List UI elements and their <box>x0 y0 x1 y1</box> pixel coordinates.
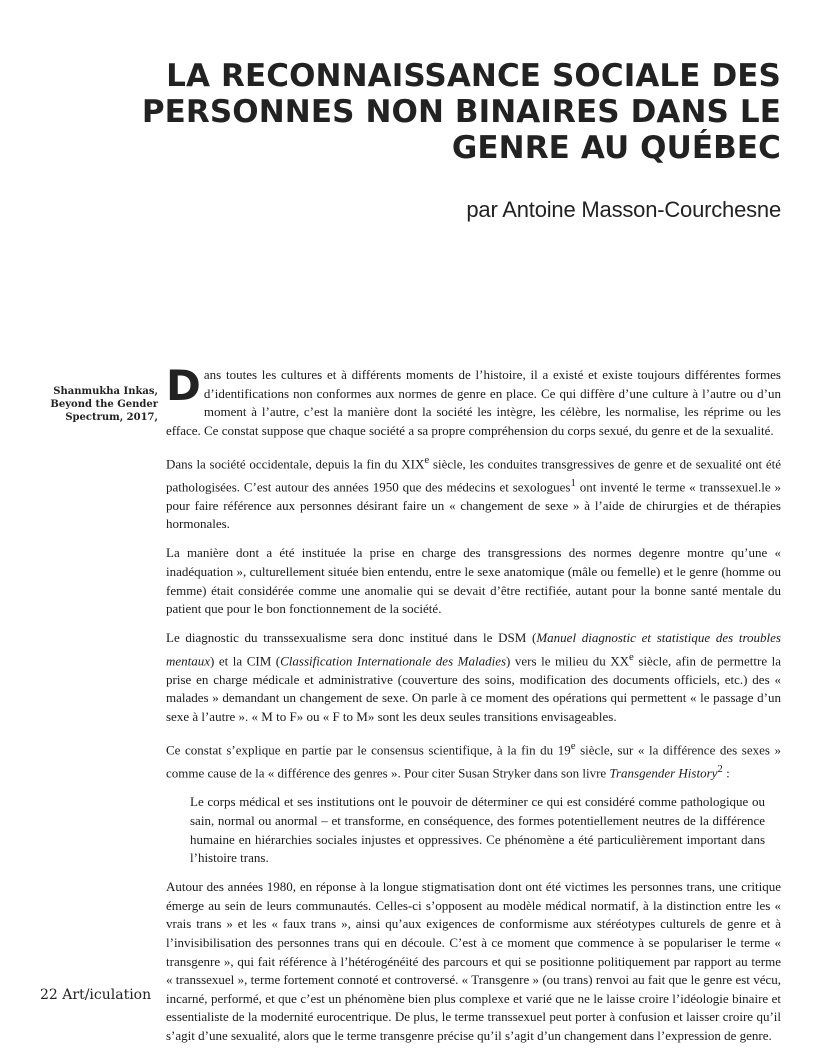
italic-title: Transgender History <box>609 765 718 781</box>
caption-line: Beyond the Gender <box>50 399 158 410</box>
title-line: LA RECONNAISSANCE SOCIALE DES <box>166 58 781 94</box>
paragraph <box>166 629 781 726</box>
text-run: ) vers le milieu du XX <box>506 653 630 669</box>
title-line: GENRE AU QUÉBEC <box>451 130 781 166</box>
text-run: Ce constat s’explique en partie par le consensus scientifique, à la fin du 19 <box>166 742 571 758</box>
footnote-ref: 2 <box>717 763 723 775</box>
article-body <box>166 361 782 1056</box>
paragraph <box>166 737 781 783</box>
author-byline: par Antoine Masson-Courchesne <box>466 197 781 222</box>
footnote-ref: 1 <box>570 476 576 489</box>
paragraph: Autour des années 1980, en réponse à la longue stigmatisation dont ont été victimes les personnes trans, une critique émerge au sein de leurs communautés. Celles-ci s’opposent au modèle médical normatif, à la distinction entre les « vrais trans » et les « faux trans », ainsi qu’aux exigences de conformisme aux stéréotypes culturels de genre et à l’invisibilisation des personnes trans qui en découle. C’est à ce moment que commence à se populariser le terme « transgenre », qui fait référence à l’hétérogénéité des parcours et qui se positionne politiquement par rapport au terme « transsexuel », terme fortement connoté et controversé. « Transgenre » (ou trans) renvoi au fait que le genre est vécu, incarné, performé, et que c’est un phénomène bien plus complexe et varié que ne le laisse croire l’idéologie binaire et essentialiste de la modernité eurocentrique. De plus, le terme transsexuel peut porter à confusion et laisser croire qu’il s’agit d’une sexualité, alors que le terme transgenre précise qu’il s’agit d’un changement dans l’expression de genre. <box>166 879 781 1044</box>
caption-line: Spectrum, 2017, <box>65 412 158 423</box>
text-run: ont inventé le terme « transsexuel.le » pour faire référence aux personnes désirant faire un « changement de sexe » à l’aide de chirurgies et de thérapies hormonales. <box>166 479 781 532</box>
paragraph <box>166 451 781 534</box>
text-run: Le diagnostic du transsexualisme sera donc institué dans le DSM ( <box>166 630 537 646</box>
image-caption <box>40 385 158 424</box>
text-run: siècle, sur « la différence des sexes » comme cause de la « différence des genres ». Pour citer Susan Stryker dans son livre <box>166 742 782 781</box>
title-line: PERSONNES NON BINAIRES DANS LE <box>141 94 781 130</box>
text-run: : <box>722 765 730 781</box>
paragraph-intro <box>166 361 781 440</box>
paragraph-text: ans toutes les cultures et à différents moments de l’histoire, il a existé et existe toujours différentes formes d’identifications non conformes aux normes de genre en place. Ce qui diffère d’une culture à l’autre ou d’un moment à l’autre, c’est la manière dont la société les intègre, les célèbre, les normalise, les réprime ou les efface. Ce constat suppose que chaque société a sa propre compréhension du corps sexué, du genre et de la sexualité. <box>166 367 781 438</box>
drop-cap: D <box>166 361 201 410</box>
italic-title: Classification Internationale des Maladies <box>280 653 507 669</box>
text-run: Dans la société occidentale, depuis la fin du XIX <box>166 456 425 472</box>
italic-title: Manuel diagnostic et statistique des troubles mentaux <box>166 630 781 669</box>
page-footer: 22 Art/iculation <box>40 987 152 1003</box>
text-run: siècle, afin de permettre la prise en charge médicale et administrative (couverture des soins, modification des documents officiels, etc.) des « malades » demandant un changement de sexe. On parle à ce moment des opérations qui permettent « le passage d’un sexe à l’autre ». « M to F» ou « F to M» sont les deux seules transitions envisageables. <box>166 653 781 724</box>
block-quote: Le corps médical et ses institutions ont le pouvoir de déterminer ce qui est considéré comme pathologique ou sain, normal ou anormal – et transforme, en conséquence, des formes potentiellement neutres de la différence humaine en hiérarchies sociales injustes et oppressives. Ce phénomène a été particulièrement important dans l’histoire trans. <box>190 794 765 866</box>
superscript: e <box>570 740 576 753</box>
text-run: ) et la CIM ( <box>210 653 281 669</box>
paragraph: La manière dont a été instituée la prise en charge des transgressions des normes degenre montre qu’une « inadéquation », culturellement située bien entendu, entre le sexe anatomique (mâle ou femelle) et le genre (homme ou femme) était considérée comme une anomalie qui se devait d’être rectifiée, autant pour la bonne santé mentale du patient que pour le bon fonctionnement de la société. <box>166 545 781 617</box>
superscript: e <box>424 453 430 466</box>
caption-line: Shanmukha Inkas, <box>53 386 158 397</box>
superscript: e <box>629 650 634 663</box>
article-title <box>81 58 781 166</box>
text-run: siècle, les conduites transgressives de genre et de sexualité ont été pathologisées. C’est autour des années 1950 que des médecins et sexologues <box>166 456 782 495</box>
